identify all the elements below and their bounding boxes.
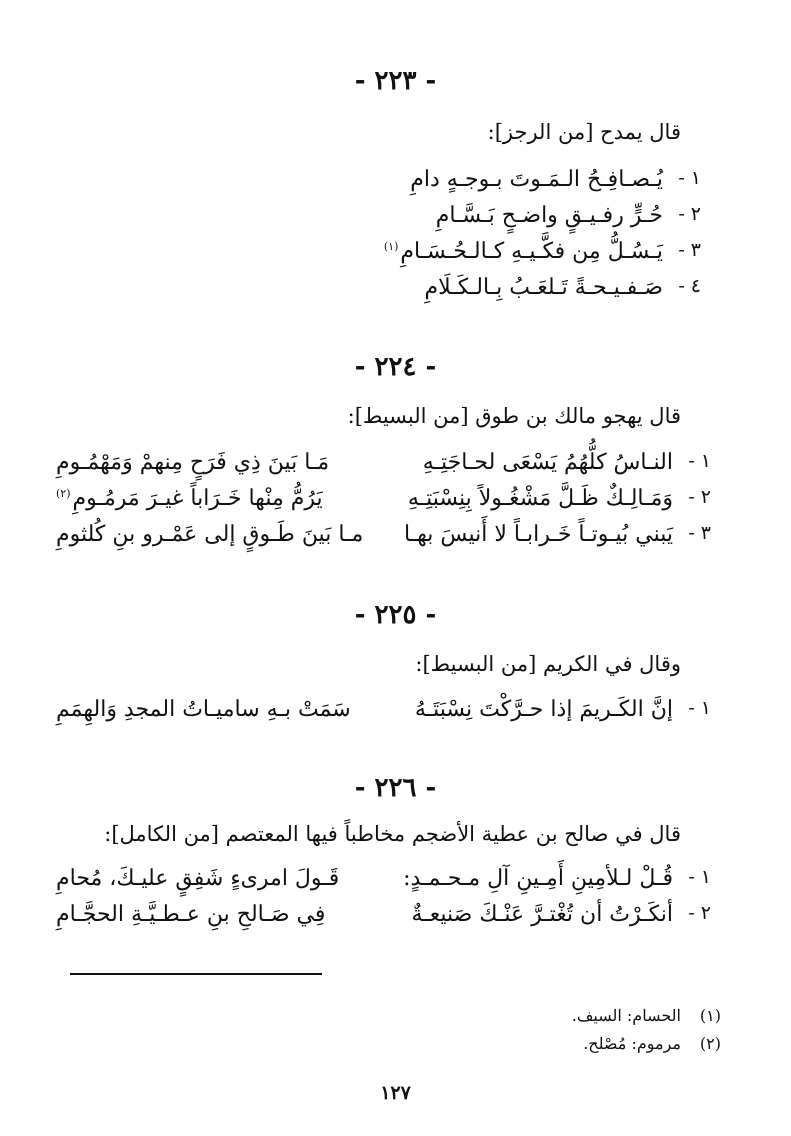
verse-text: يَـسُـلُّ مِن فكَّـيـهِ كـالـحُـسَـامِ	[400, 239, 663, 264]
verse-line	[61, 239, 701, 273]
verse-second-hemistich: فِي صَـالحِ بنِ عـطـيَّـةِ الحجَّـامِ	[56, 902, 326, 927]
verse-line	[56, 902, 711, 936]
poem-number-heading: - ٢٢٤ -	[354, 352, 437, 382]
footnote-divider	[70, 973, 322, 975]
verse-line	[56, 866, 711, 900]
footnote-reference: (١)	[383, 239, 399, 253]
verse-second-hemistich: قَـولَ امرىءٍ شَفِقٍ عليـكَ، مُحامِ	[56, 866, 340, 891]
verse-number: ١ -	[688, 697, 711, 719]
verse-second-hemistich: مَـا بَينَ ذِي فَرَحٍ مِنهمْ وَمَهْمُـومِ	[56, 450, 330, 475]
verse-first-hemistich: أنكَـرْتُ أن تُغْتـرَّ عَنْـكَ صَنيعـةٌ	[411, 902, 673, 927]
footnote-text: الحسام: السيف.	[571, 1006, 681, 1025]
verse-line	[61, 275, 701, 309]
verse-number: ٤ -	[678, 275, 701, 297]
verse-first-hemistich: قُـلْ لـلأمِينِ أَمِـينِ آلِ مـحـمـدٍ:	[403, 866, 673, 891]
verse-line	[61, 203, 701, 237]
poem-number-heading: - ٢٢٣ -	[354, 66, 437, 96]
verse-line	[56, 697, 711, 731]
footnote-reference: (٢)	[56, 486, 71, 500]
verse-number: ١ -	[678, 167, 701, 189]
verse-line	[61, 167, 701, 201]
poem-intro: قال في صالح بن عطية الأضجم مخاطباً فيها المعتصم [من الكامل]:	[104, 822, 681, 846]
verse-number: ٣ -	[688, 522, 711, 544]
verse-number: ٣ -	[678, 239, 701, 261]
poem-intro: قال يمدح [من الرجز]:	[487, 120, 681, 144]
verse-number: ١ -	[688, 866, 711, 888]
verse-number: ٢ -	[678, 203, 701, 225]
verse-second-hemistich: يَرُمُّ مِنْها خَـرَاباً غيـرَ مَرمُـومِ	[72, 486, 323, 511]
footnote	[583, 1034, 721, 1053]
verse-text-container	[384, 239, 663, 264]
verse-first-hemistich: وَمَـالِـكٌ ظَـلَّ مَشْغُـولاً بِنِسْبَتِـهِ	[407, 486, 673, 511]
poem-intro: قال يهجو مالك بن طوق [من البسيط]:	[347, 404, 681, 428]
verse-first-hemistich: النـاسُ كلُّهُمُ يَسْعَى لحـاجَتِـهِ	[422, 450, 673, 475]
verse-second-hemistich-container	[56, 486, 323, 511]
verse-number: ٢ -	[688, 902, 711, 924]
footnote-text: مرموم: مُصْلح.	[583, 1034, 681, 1053]
poem-number-heading: - ٢٢٦ -	[354, 773, 437, 803]
verse-text: يُـصـافِـحُ الـمَـوتَ بـوجـهٍ دامِ	[410, 167, 663, 192]
poem-intro: وقال في الكريم [من البسيط]:	[415, 652, 681, 676]
verse-text: صَـفـيـحـةً تَـلعَـبُ بِـالـكَـلَامِ	[424, 275, 663, 300]
verse-second-hemistich: سَمَتْ بـهِ ساميـاتُ المجدِ وَالهِمَمِ	[56, 697, 351, 722]
verse-second-hemistich: مـا بَينَ طَـوقٍ إلى عَمْـرو بنِ كُلثومِ	[56, 522, 364, 547]
verse-number: ٢ -	[688, 486, 711, 508]
page-number: ١٢٧	[380, 1082, 411, 1104]
verse-number: ١ -	[688, 450, 711, 472]
footnote-number: (٢)	[699, 1034, 721, 1053]
verse-first-hemistich: يَبني بُيـوتـاً خَـرابـاً لا أَنيسَ بهـا	[404, 522, 673, 547]
footnote	[572, 1006, 721, 1025]
verse-line	[56, 522, 711, 556]
verse-line	[56, 486, 711, 520]
verse-text: حُـرٍّ رفـيـقٍ واضـحٍ بَـسَّـامِ	[435, 203, 663, 228]
verse-line	[56, 450, 711, 484]
verse-first-hemistich: إنَّ الكَـريمَ إذا حـرَّكْتَ نِسْبَتَـهُ	[414, 697, 673, 722]
footnote-number: (١)	[699, 1006, 721, 1025]
poem-number-heading: - ٢٢٥ -	[354, 600, 437, 630]
